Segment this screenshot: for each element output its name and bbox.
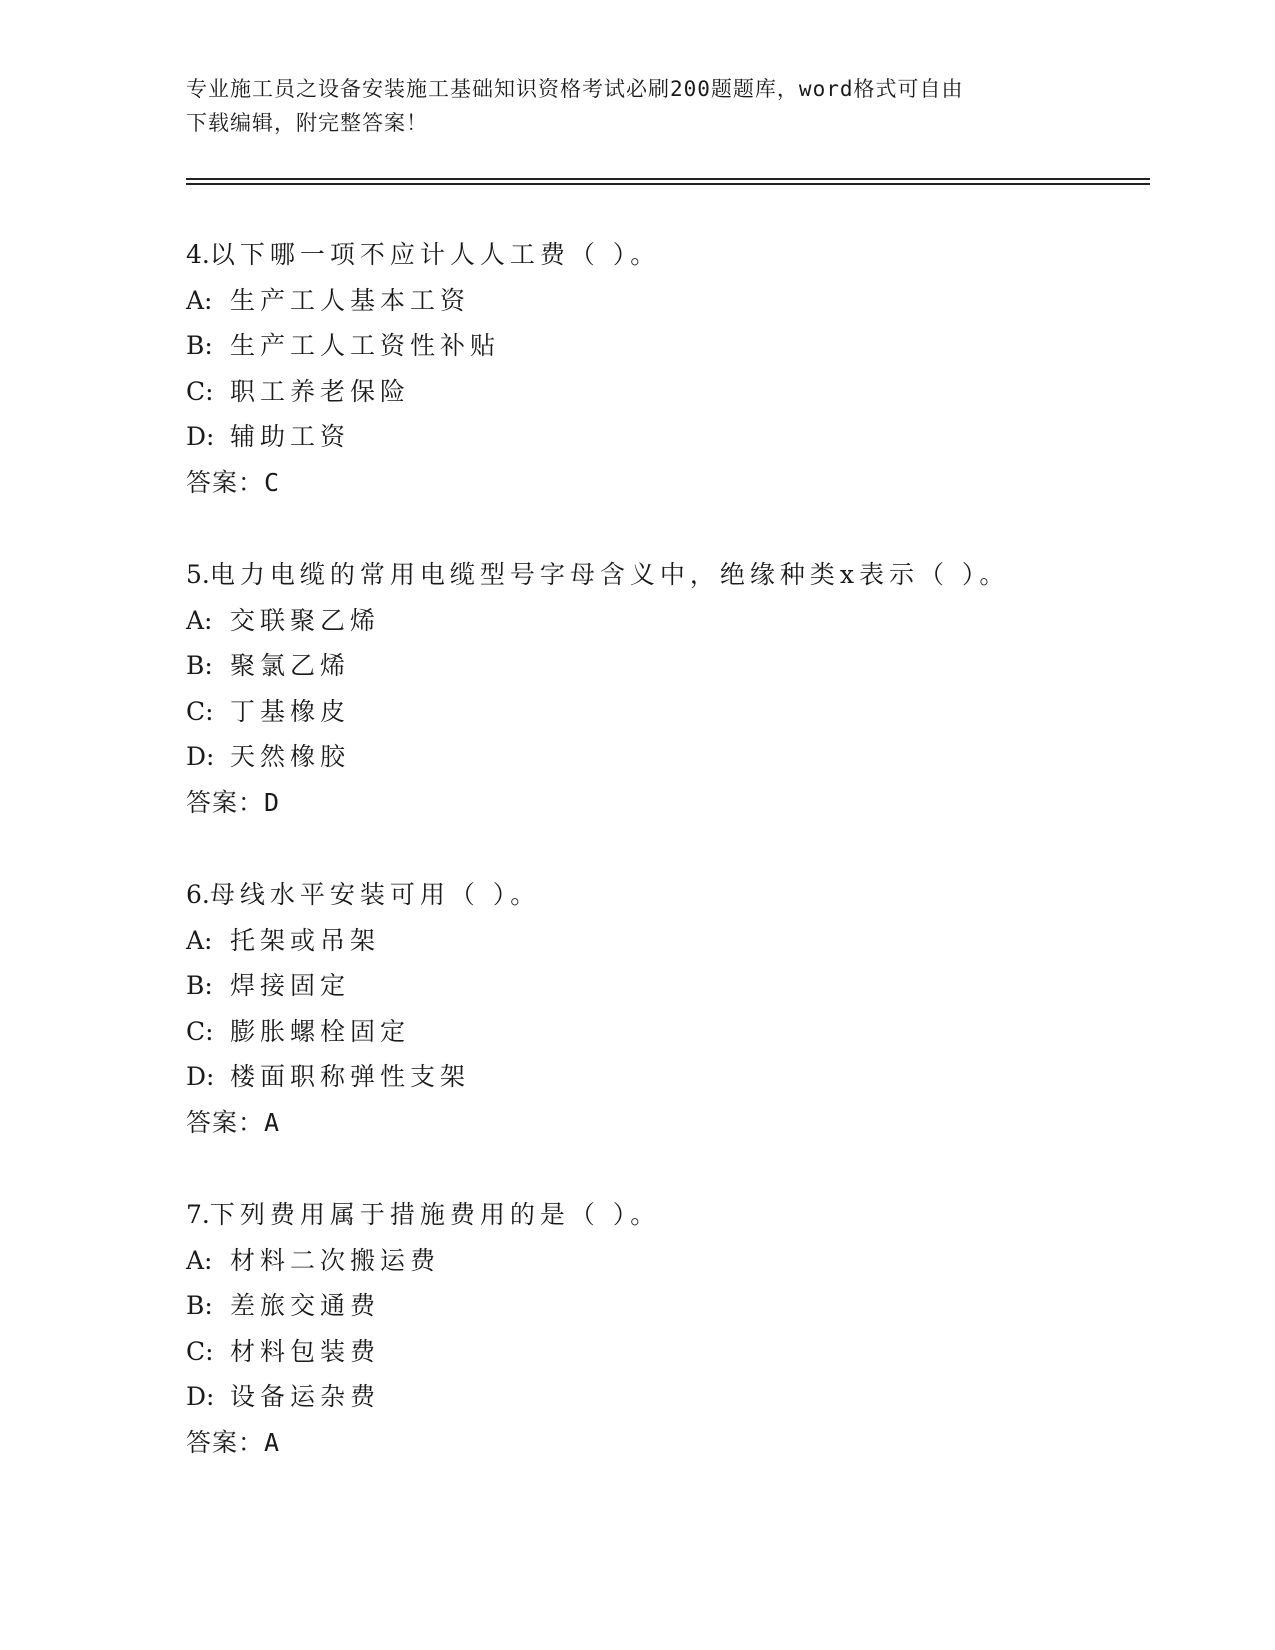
answer-value: D	[264, 787, 281, 817]
option-text: 生产工人工资性补贴	[230, 331, 501, 360]
option-c	[186, 1009, 1146, 1055]
option-text: 丁基橡皮	[230, 696, 351, 726]
question-number: 7.	[186, 1200, 210, 1229]
option-a	[186, 598, 1146, 644]
answer-value: C	[264, 467, 281, 497]
option-label: A:	[186, 605, 213, 635]
option-label: A:	[186, 1245, 213, 1275]
option-label: B:	[186, 971, 213, 1000]
header-title-line-2: 下载编辑，附完整答案！	[186, 111, 428, 135]
option-a	[186, 918, 1146, 964]
option-b	[186, 643, 1146, 689]
question-text: 下列费用属于措施费用的是（ ）。	[209, 1200, 661, 1229]
option-a	[186, 1238, 1146, 1284]
question-item	[186, 552, 1146, 825]
option-b	[186, 963, 1146, 1009]
option-d	[186, 734, 1146, 780]
answer-line	[186, 1420, 1146, 1466]
option-c	[186, 689, 1146, 735]
question-item	[186, 1192, 1146, 1465]
answer-line	[186, 460, 1146, 506]
answer-line	[186, 1100, 1146, 1146]
answer-value: A	[264, 1427, 281, 1457]
header-divider-top	[186, 178, 1150, 180]
answer-line	[186, 780, 1146, 826]
option-label: D:	[186, 422, 215, 451]
option-text: 生产工人基本工资	[230, 285, 471, 315]
question-item	[186, 872, 1146, 1145]
document-header	[186, 72, 1066, 140]
header-divider-bottom	[186, 183, 1150, 185]
question-number: 6.	[186, 880, 210, 909]
question-text: 母线水平安装可用（ ）。	[209, 880, 541, 909]
question-number: 5.	[186, 560, 210, 589]
option-d	[186, 414, 1146, 460]
answer-value: A	[264, 1107, 281, 1137]
option-label: C:	[186, 1016, 214, 1046]
answer-label: 答案：	[186, 467, 265, 497]
question-stem	[186, 1192, 1146, 1238]
option-b	[186, 323, 1146, 369]
question-stem	[186, 872, 1146, 918]
option-label: B:	[186, 1291, 213, 1320]
option-label: D:	[186, 1062, 215, 1091]
option-label: B:	[186, 331, 213, 360]
header-title-line-1: 专业施工员之设备安装施工基础知识资格考试必刷200题题库，word格式可自由	[186, 77, 964, 101]
question-stem	[186, 232, 1146, 278]
option-text: 材料包装费	[230, 1336, 381, 1366]
option-label: B:	[186, 651, 213, 680]
answer-label: 答案：	[186, 1427, 265, 1457]
option-d	[186, 1054, 1146, 1100]
option-text: 材料二次搬运费	[230, 1245, 441, 1275]
answer-label: 答案：	[186, 1107, 265, 1137]
option-label: C:	[186, 696, 214, 726]
option-label: A:	[186, 925, 213, 955]
option-label: C:	[186, 376, 214, 406]
answer-label: 答案：	[186, 787, 265, 817]
option-label: C:	[186, 1336, 214, 1366]
option-label: A:	[186, 285, 213, 315]
question-list	[186, 232, 1146, 1512]
option-c	[186, 369, 1146, 415]
option-label: D:	[186, 742, 215, 771]
question-text: 以下哪一项不应计人人工费（ ）。	[209, 240, 661, 269]
option-text: 差旅交通费	[230, 1291, 381, 1320]
option-text: 膨胀螺栓固定	[230, 1016, 411, 1046]
question-text: 电力电缆的常用电缆型号字母含义中，绝缘种类x表示（ ）。	[209, 560, 1010, 589]
option-c	[186, 1329, 1146, 1375]
option-d	[186, 1374, 1146, 1420]
option-text: 托架或吊架	[230, 925, 381, 955]
option-text: 聚氯乙烯	[230, 651, 351, 680]
question-item	[186, 232, 1146, 505]
option-text: 设备运杂费	[230, 1382, 381, 1411]
option-text: 职工养老保险	[230, 376, 411, 406]
option-text: 辅助工资	[230, 422, 351, 451]
question-stem	[186, 552, 1146, 598]
option-label: D:	[186, 1382, 215, 1411]
option-text: 交联聚乙烯	[230, 605, 381, 635]
question-number: 4.	[186, 240, 210, 269]
option-b	[186, 1283, 1146, 1329]
option-a	[186, 278, 1146, 324]
option-text: 楼面职称弹性支架	[230, 1062, 471, 1091]
option-text: 焊接固定	[230, 971, 351, 1000]
option-text: 天然橡胶	[230, 742, 351, 771]
